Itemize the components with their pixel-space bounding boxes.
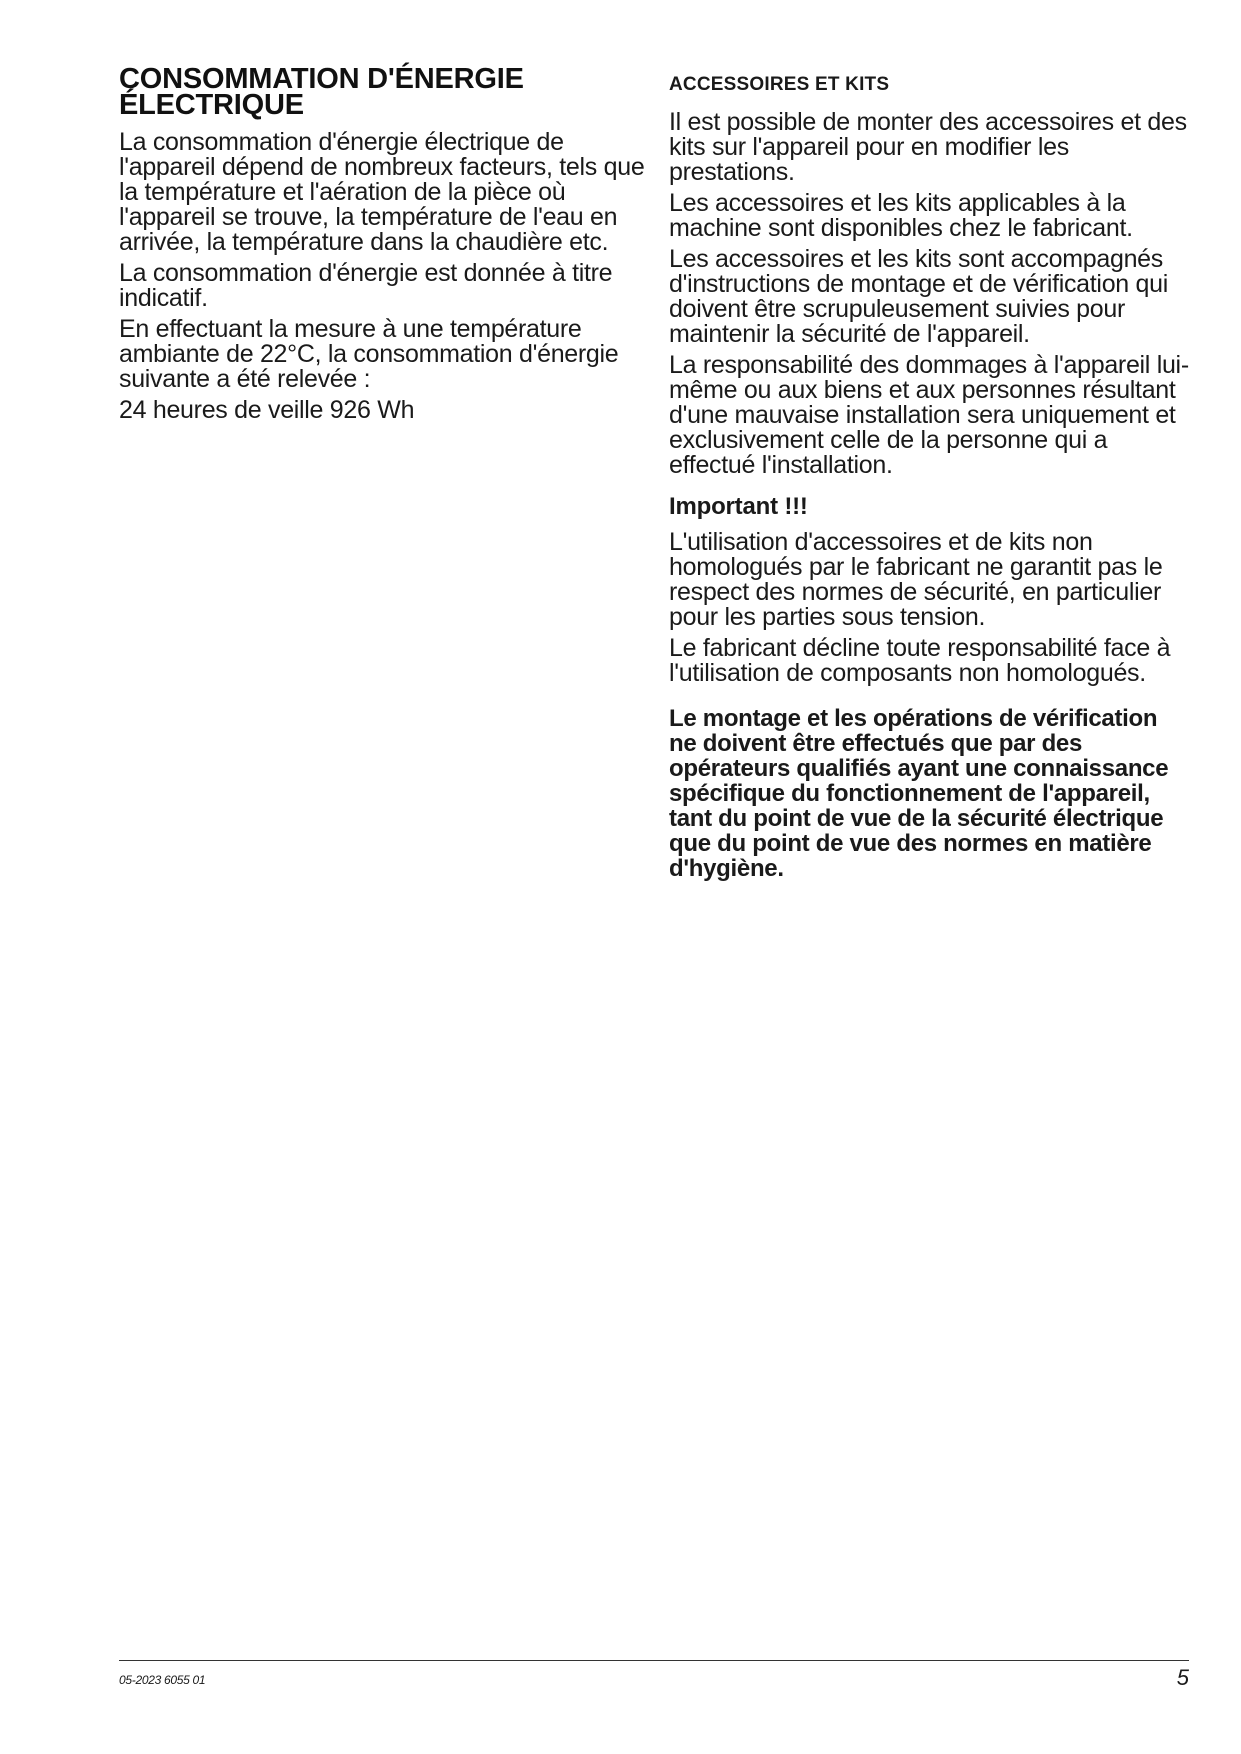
paragraph: La responsabilité des dommages à l'appareil lui-même ou aux biens et aux personnes résultant d'une mauvaise installation sera uniquement et exclusivement celle de la personne qui a effectué l'installation. bbox=[669, 351, 1189, 479]
paragraph: La consommation d'énergie est donnée à titre indicatif. bbox=[119, 259, 613, 312]
paragraph: Les accessoires et les kits applicables à la machine sont disponibles chez le fabricant. bbox=[669, 189, 1133, 242]
page-footer bbox=[119, 1660, 1189, 1690]
paragraph: Il est possible de monter des accessoires et des kits sur l'appareil pour en modifier les prestations. bbox=[669, 108, 1187, 186]
document-code: 05-2023 6055 01 bbox=[119, 1673, 206, 1687]
paragraph: Le fabricant décline toute responsabilité face à l'utilisation de composants non homologués. bbox=[669, 634, 1171, 687]
energy-consumption-heading: CONSOMMATION D'ÉNERGIE ÉLECTRIQUE bbox=[119, 63, 524, 121]
paragraph: Les accessoires et les kits sont accompagnés d'instructions de montage et de vérification qui doivent être scrupuleusement suivies pour maintenir la sécurité de l'appareil. bbox=[669, 245, 1169, 348]
accessories-heading: ACCESSOIRES ET KITS bbox=[669, 74, 890, 95]
left-column bbox=[119, 63, 649, 429]
paragraph: La consommation d'énergie électrique de l'appareil dépend de nombreux facteurs, tels que la température et l'aération de la pièce où l'appareil se trouve, la température de l'eau en arrivée, la température dans la chaudière etc. bbox=[119, 128, 645, 256]
important-heading: Important !!! bbox=[669, 493, 808, 520]
safety-warning-paragraph: Le montage et les opérations de vérification ne doivent être effectués que par des opérateurs qualifiés ayant une connaissance spécifique du fonctionnement de l'appareil, tant du point de vue de la sécurité électrique que du point de vue des normes en matière d'hygiène. bbox=[669, 705, 1169, 882]
page-number: 5 bbox=[1176, 1665, 1189, 1690]
standby-consumption-value: 24 heures de veille 926 Wh bbox=[119, 396, 415, 424]
right-column bbox=[669, 66, 1189, 881]
paragraph: En effectuant la mesure à une température ambiante de 22°C, la consommation d'énergie suivante a été relevée : bbox=[119, 315, 619, 393]
paragraph: L'utilisation d'accessoires et de kits non homologués par le fabricant ne garantit pas le respect des normes de sécurité, en particulier pour les parties sous tension. bbox=[669, 528, 1163, 631]
